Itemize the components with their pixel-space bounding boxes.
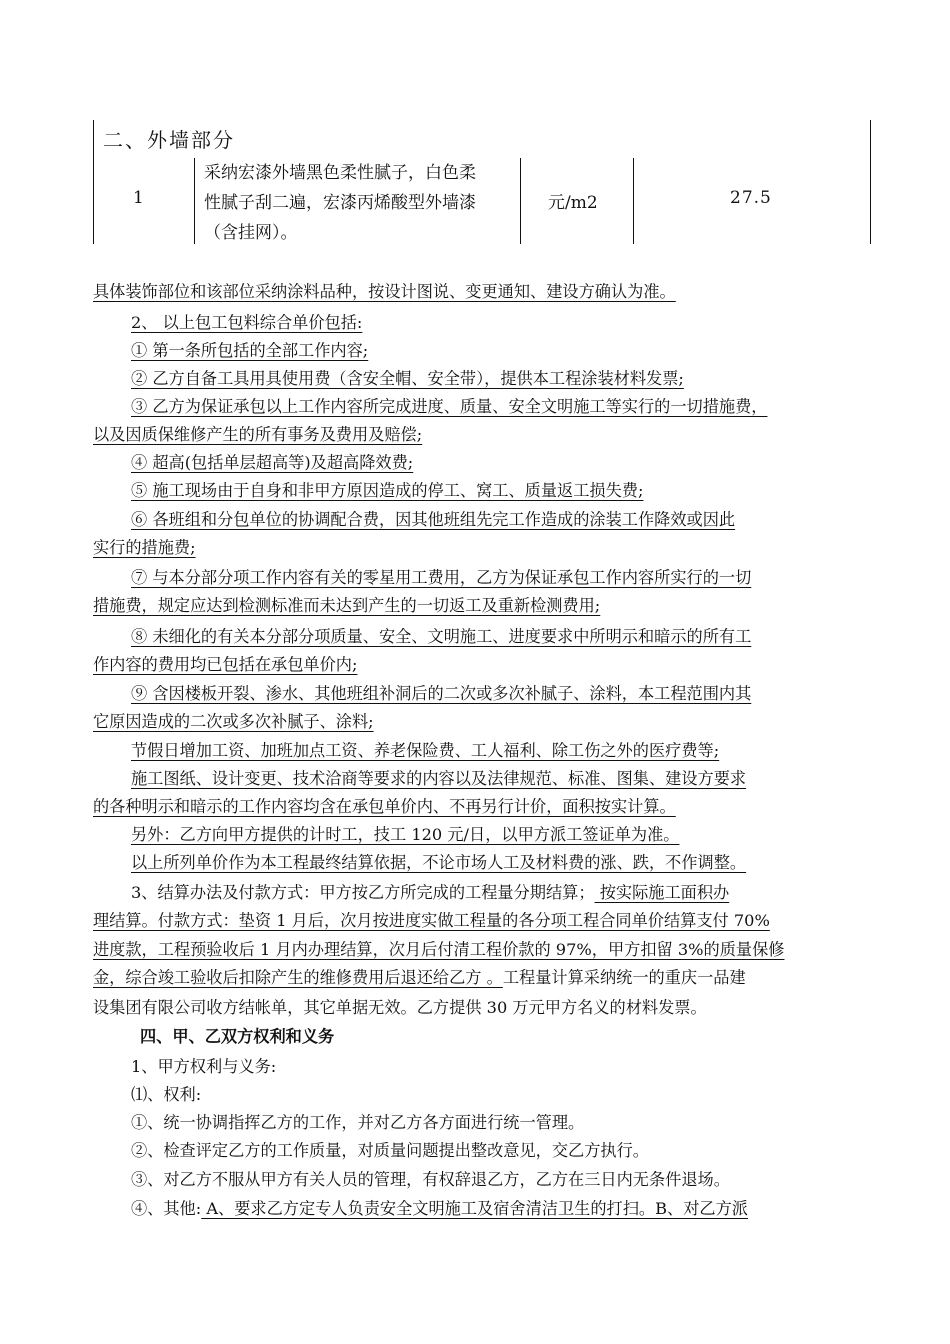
table-section-title: 二、外墙部分 <box>103 128 235 152</box>
clause-heading: 2、 以上包工包料综合单价包括: <box>131 313 363 332</box>
text-line: ②、检查评定乙方的工作质量，对质量问题提出整改意见，交乙方执行。 <box>131 1141 649 1160</box>
text-line: 施工图纸、设计变更、技术洽商等要求的内容以及法律规范、标准、图集、建设方要求 <box>131 769 747 788</box>
text-line: ③ 乙方为保证承包以上工作内容所完成进度、质量、安全文明施工等实行的一切措施费， <box>131 397 768 416</box>
text-line: 3、结算办法及付款方式：甲方按乙方所完成的工程量分期结算； 按实际施工面积办 <box>131 883 730 902</box>
text-line: 的各种明示和暗示的工作内容均含在承包单价内、不再另行计价，面积按实计算。 <box>93 797 676 816</box>
section-heading: 四、甲、乙双方权利和义务 <box>140 1027 335 1046</box>
text-line: 1、甲方权利与义务: <box>131 1057 277 1076</box>
text-line: ⑦ 与本分部分项工作内容有关的零星用工费用，乙方为保证承包工作内容所实行的一切 <box>131 568 752 587</box>
text-line: 节假日增加工资、加班加点工资、养老保险费、工人福利、除工伤之外的医疗费等; <box>131 741 720 760</box>
text-line: ③、对乙方不服从甲方有关人员的管理，有权辞退乙方，乙方在三日内无条件退场。 <box>131 1170 730 1189</box>
text-line: 金，综合竣工验收后扣除产生的维修费用后退还给乙方 。工程量计算采纳统一的重庆一品建 <box>93 968 746 987</box>
text-line: ⑧ 未细化的有关本分部分项质量、安全、文明施工、进度要求中所明示和暗示的所有工 <box>131 627 752 646</box>
text-line: 以上所列单价作为本工程最终结算依据，不论市场人工及材料费的涨、跌，不作调整。 <box>131 853 747 872</box>
text-line: 具体装饰部位和该部位采纳涂料品种，按设计图说、变更通知、建设方确认为准。 <box>93 282 676 301</box>
text-line: ①、统一协调指挥乙方的工作，并对乙方各方面进行统一管理。 <box>131 1113 585 1132</box>
text-line: 实行的措施费; <box>93 538 196 557</box>
text-line: 设集团有限公司收方结帐单，其它单据无效。乙方提供 30 万元甲方名义的材料发票。 <box>93 998 707 1017</box>
table-row-number: 1 <box>133 188 144 208</box>
text-line: 进度款，工程预验收后 1 月内办理结算，次月后付清工程价款的 97%，甲方扣留 3%的质量保修 <box>93 940 785 959</box>
text-line: 它原因造成的二次或多次补腻子、涂料; <box>93 712 374 731</box>
table-column-divider <box>194 158 195 244</box>
text-line: ④、其他: A、要求乙方定专人负责安全文明施工及宿舍清洁卫生的打扫。B、对乙方派 <box>131 1199 748 1218</box>
table-border-left <box>93 120 94 244</box>
text-line: ② 乙方自备工具用具使用费（含安全帽、安全带），提供本工程涂装材料发票; <box>131 369 684 388</box>
text-line: 作内容的费用均已包括在承包单价内; <box>93 655 358 674</box>
text-line: 措施费，规定应达到检测标准而未达到产生的一切返工及重新检测费用; <box>93 596 601 615</box>
table-column-divider <box>633 158 634 244</box>
table-row-unit: 元/m2 <box>548 193 598 213</box>
text-line: ⑴、权利: <box>131 1085 202 1104</box>
text-line: ④ 超高(包括单层超高等)及超高降效费; <box>131 453 414 472</box>
table-border-right <box>870 120 871 244</box>
text-line: ⑤ 施工现场由于自身和非甲方原因造成的停工、窝工、质量返工损失费; <box>131 481 644 500</box>
text-line: ⑨ 含因楼板开裂、渗水、其他班组补洞后的二次或多次补腻子、涂料，本工程范围内其 <box>131 684 752 703</box>
text-line: 以及因质保维修产生的所有事务及费用及赔偿; <box>93 425 423 444</box>
table-row-description: 采纳宏漆外墙黑色柔性腻子，白色柔 性腻子刮二遍，宏漆丙烯酸型外墙漆 （含挂网）。 <box>204 163 476 243</box>
price-table <box>93 120 872 244</box>
text-line: 理结算。付款方式：垫资 1 月后，次月按进度实做工程量的各分项工程合同单价结算支付 70% <box>93 911 770 930</box>
text-line: 另外：乙方向甲方提供的计时工，技工 120 元/日，以甲方派工签证单为准。 <box>131 825 680 844</box>
table-row-price: 27.5 <box>730 188 772 208</box>
text-line: ⑥ 各班组和分包单位的协调配合费，因其他班组先完工作造成的涂装工作降效或因此 <box>131 510 736 529</box>
table-column-divider <box>520 158 521 244</box>
text-line: ① 第一条所包括的全部工作内容; <box>131 341 369 360</box>
